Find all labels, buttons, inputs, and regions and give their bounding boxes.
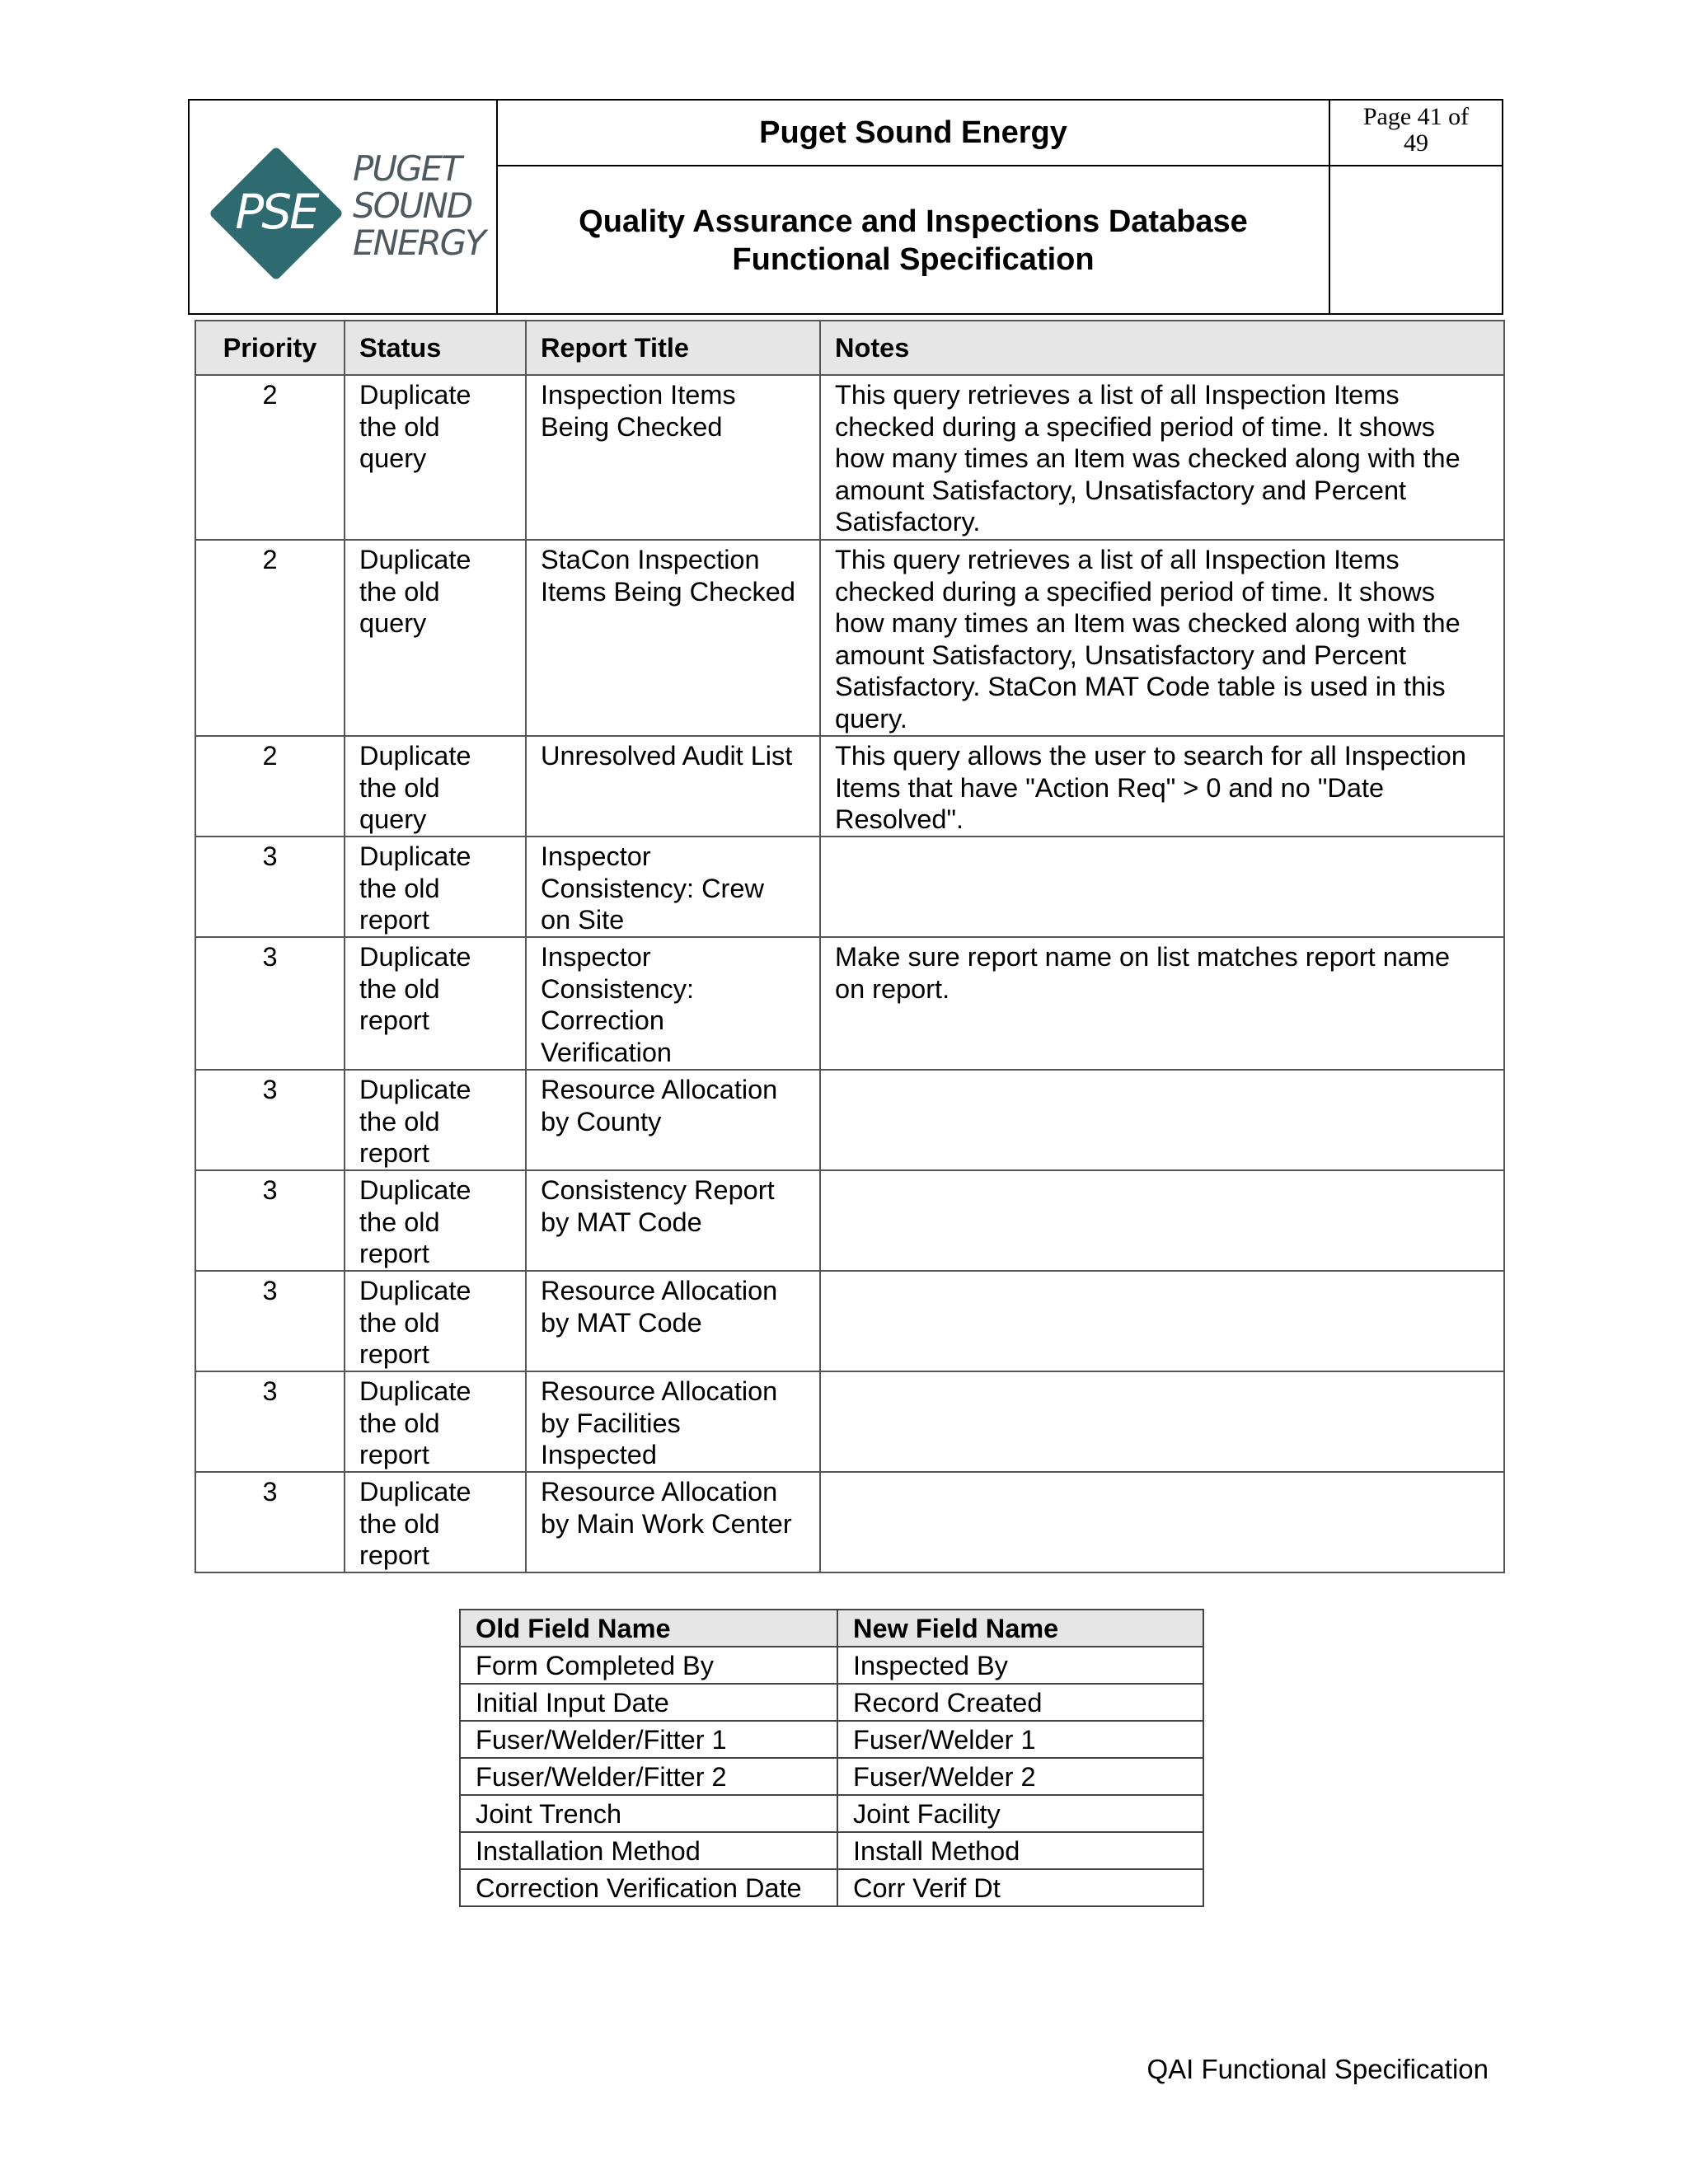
status-cell-line: Duplicate	[359, 545, 471, 574]
priority-cell: 2	[195, 375, 345, 540]
table-row	[460, 1832, 1203, 1869]
report-title-cell-line: Inspected	[541, 1440, 657, 1469]
report-title-cell	[526, 375, 820, 540]
table-row	[460, 1869, 1203, 1906]
old-field-name-cell: Form Completed By	[460, 1647, 837, 1684]
report-title-cell	[526, 937, 820, 1070]
report-title-cell-line: Correction	[541, 1005, 664, 1035]
notes-cell-line: checked during a specified period of time. It shows	[835, 576, 1436, 607]
status-cell-line: the old	[359, 1408, 440, 1438]
notes-cell-line: Make sure report name on list matches report name	[835, 942, 1451, 972]
status-cell	[345, 937, 526, 1070]
new-field-name-cell: Corr Verif Dt	[837, 1869, 1203, 1906]
status-cell-line: query	[359, 608, 427, 638]
priority-cell: 3	[195, 937, 345, 1070]
report-title-cell-line: Verification	[541, 1037, 672, 1067]
report-title-cell	[526, 1170, 820, 1271]
new-field-name-cell: Install Method	[837, 1832, 1203, 1869]
report-title-cell-line: Consistency Report	[541, 1175, 775, 1205]
table-row	[195, 736, 1504, 837]
document-title-line: Quality Assurance and Inspections Database	[579, 204, 1248, 239]
status-cell-line: Duplicate	[359, 942, 471, 972]
notes-cell	[820, 1472, 1504, 1572]
report-title-cell-line: by Main Work Center	[541, 1508, 792, 1539]
status-cell-line: Duplicate	[359, 1376, 471, 1406]
notes-cell-line: amount Satisfactory, Unsatisfactory and Percent	[835, 640, 1407, 670]
old-field-name-cell: Joint Trench	[460, 1795, 837, 1832]
report-title-cell-line: Items Being Checked	[541, 576, 795, 607]
status-cell-line: the old	[359, 1106, 440, 1137]
status-cell-line: the old	[359, 973, 440, 1004]
priority-cell: 2	[195, 736, 345, 837]
table-header-row	[460, 1610, 1203, 1647]
table-row	[460, 1721, 1203, 1758]
page-number-line: 49	[1404, 129, 1428, 157]
report-title-cell-line: by County	[541, 1106, 662, 1137]
status-cell-line: the old	[359, 1207, 440, 1237]
status-cell-line: the old	[359, 576, 440, 607]
report-title-cell-line: Inspector	[541, 942, 651, 972]
old-field-name-cell: Installation Method	[460, 1832, 837, 1869]
field-rename-table	[459, 1609, 1204, 1907]
company-name: Puget Sound Energy	[498, 101, 1329, 166]
table-row	[195, 1170, 1504, 1271]
priority-cell: 3	[195, 1371, 345, 1472]
status-cell-line: Duplicate	[359, 1075, 471, 1104]
status-cell-line: report	[359, 1239, 429, 1268]
priority-cell: 2	[195, 540, 345, 736]
priority-cell: 3	[195, 1170, 345, 1271]
report-title-cell-line: Being Checked	[541, 411, 723, 442]
status-cell-line: report	[359, 1440, 429, 1469]
table-row	[195, 540, 1504, 736]
table-row	[195, 937, 1504, 1070]
logo-mark: PSE	[235, 184, 317, 240]
logo-word: ENERGY	[353, 223, 485, 263]
table-row	[195, 1271, 1504, 1371]
status-cell	[345, 1070, 526, 1170]
column-header-report-title: Report Title	[526, 321, 820, 375]
page-footer: QAI Functional Specification	[1146, 2054, 1489, 2084]
report-title-cell-line: Resource Allocation	[541, 1477, 778, 1507]
status-cell-line: report	[359, 1540, 429, 1570]
status-cell-line: report	[359, 1138, 429, 1168]
logo-cell	[190, 101, 498, 313]
notes-cell-line: Satisfactory. StaCon MAT Code table is used in this	[835, 672, 1446, 701]
table-row	[460, 1795, 1203, 1832]
notes-cell-line: amount Satisfactory, Unsatisfactory and Percent	[835, 475, 1407, 505]
status-cell-line: report	[359, 905, 429, 935]
new-field-name-cell: Fuser/Welder 2	[837, 1758, 1203, 1795]
new-field-name-cell: Record Created	[837, 1684, 1203, 1721]
report-title-cell-line: Consistency:	[541, 973, 695, 1004]
report-title-cell	[526, 1070, 820, 1170]
reports-table	[195, 320, 1505, 1573]
notes-cell-line: Resolved".	[835, 804, 964, 834]
logo-wordmark	[353, 150, 485, 261]
report-title-cell-line: by MAT Code	[541, 1207, 702, 1237]
report-title-cell-line: on Site	[541, 905, 625, 935]
report-title-cell-line: Resource Allocation	[541, 1276, 778, 1305]
priority-cell: 3	[195, 1070, 345, 1170]
notes-cell-line: This query retrieves a list of all Inspection Items	[835, 545, 1400, 574]
status-cell-line: report	[359, 1005, 429, 1035]
report-title-cell	[526, 540, 820, 736]
notes-cell	[820, 1070, 1504, 1170]
report-title-cell-line: by Facilities	[541, 1408, 681, 1438]
report-title-cell-line: Resource Allocation	[541, 1376, 778, 1406]
table-row	[195, 1472, 1504, 1572]
table-row	[195, 1070, 1504, 1170]
notes-cell	[820, 1371, 1504, 1472]
report-title-cell-line: Resource Allocation	[541, 1075, 778, 1104]
document-title	[498, 166, 1329, 315]
notes-cell-line: query.	[835, 703, 907, 733]
report-title-cell-line: Inspection Items	[541, 380, 736, 410]
report-title-cell	[526, 736, 820, 837]
column-header-status: Status	[345, 321, 526, 375]
status-cell-line: Duplicate	[359, 841, 471, 871]
table-row	[460, 1758, 1203, 1795]
status-cell-line: the old	[359, 873, 440, 903]
page-number-line: Page 41 of	[1362, 103, 1470, 130]
report-title-cell	[526, 1371, 820, 1472]
status-cell-line: query	[359, 804, 427, 834]
notes-cell	[820, 1170, 1504, 1271]
report-title-cell	[526, 1472, 820, 1572]
status-cell	[345, 1472, 526, 1572]
table-row	[460, 1647, 1203, 1684]
page-number	[1329, 101, 1502, 166]
new-field-name-cell: Inspected By	[837, 1647, 1203, 1684]
report-title-cell-line: Unresolved Audit List	[541, 741, 793, 771]
logo-word: PUGET	[353, 148, 461, 189]
status-cell	[345, 540, 526, 736]
new-field-name-cell: Joint Facility	[837, 1795, 1203, 1832]
table-row	[195, 1371, 1504, 1472]
logo-word: SOUND	[353, 185, 472, 226]
status-cell	[345, 1170, 526, 1271]
table-row	[195, 375, 1504, 540]
status-cell-line: Duplicate	[359, 380, 471, 410]
status-cell	[345, 1371, 526, 1472]
notes-cell-line: checked during a specified period of time. It shows	[835, 411, 1436, 442]
notes-cell-line: This query allows the user to search for all Inspection	[835, 741, 1466, 771]
notes-cell	[820, 375, 1504, 540]
old-field-name-cell: Fuser/Welder/Fitter 1	[460, 1721, 837, 1758]
status-cell-line: the old	[359, 1307, 440, 1338]
notes-cell-line: Satisfactory.	[835, 507, 981, 537]
column-header-notes: Notes	[820, 321, 1504, 375]
notes-cell	[820, 937, 1504, 1070]
notes-cell-line: Items that have "Action Req" > 0 and no "Date	[835, 772, 1385, 803]
report-title-cell-line: StaCon Inspection	[541, 545, 760, 574]
report-title-cell	[526, 1271, 820, 1371]
old-field-name-cell: Correction Verification Date	[460, 1869, 837, 1906]
report-title-cell-line: Inspector	[541, 841, 651, 871]
status-cell	[345, 736, 526, 837]
priority-cell: 3	[195, 837, 345, 937]
notes-cell-line: how many times an Item was checked along with the	[835, 608, 1461, 638]
status-cell	[345, 837, 526, 937]
status-cell-line: the old	[359, 1508, 440, 1539]
table-row	[195, 837, 1504, 937]
notes-cell	[820, 1271, 1504, 1371]
notes-cell-line: how many times an Item was checked along with the	[835, 443, 1461, 473]
priority-cell: 3	[195, 1271, 345, 1371]
status-cell-line: Duplicate	[359, 1276, 471, 1305]
status-cell-line: Duplicate	[359, 1477, 471, 1507]
new-field-name-cell: Fuser/Welder 1	[837, 1721, 1203, 1758]
column-header-old-field-name: Old Field Name	[460, 1610, 837, 1647]
status-cell	[345, 1271, 526, 1371]
report-title-cell-line: Consistency: Crew	[541, 873, 764, 903]
status-cell-line: Duplicate	[359, 741, 471, 771]
report-title-cell	[526, 837, 820, 937]
document-header	[188, 99, 1503, 315]
priority-cell: 3	[195, 1472, 345, 1572]
notes-cell	[820, 837, 1504, 937]
old-field-name-cell: Initial Input Date	[460, 1684, 837, 1721]
status-cell-line: report	[359, 1339, 429, 1369]
status-cell-line: the old	[359, 411, 440, 442]
table-row	[460, 1684, 1203, 1721]
status-cell-line: query	[359, 443, 427, 473]
status-cell	[345, 375, 526, 540]
notes-cell-line: on report.	[835, 973, 950, 1004]
notes-cell-line: This query retrieves a list of all Inspection Items	[835, 380, 1400, 410]
table-header-row	[195, 321, 1504, 375]
header-blank-cell	[1329, 166, 1502, 315]
old-field-name-cell: Fuser/Welder/Fitter 2	[460, 1758, 837, 1795]
report-title-cell-line: by MAT Code	[541, 1307, 702, 1338]
notes-cell	[820, 540, 1504, 736]
document-title-line: Functional Specification	[732, 242, 1095, 277]
column-header-priority: Priority	[195, 321, 345, 375]
status-cell-line: the old	[359, 772, 440, 803]
notes-cell	[820, 736, 1504, 837]
column-header-new-field-name: New Field Name	[837, 1610, 1203, 1647]
status-cell-line: Duplicate	[359, 1175, 471, 1205]
